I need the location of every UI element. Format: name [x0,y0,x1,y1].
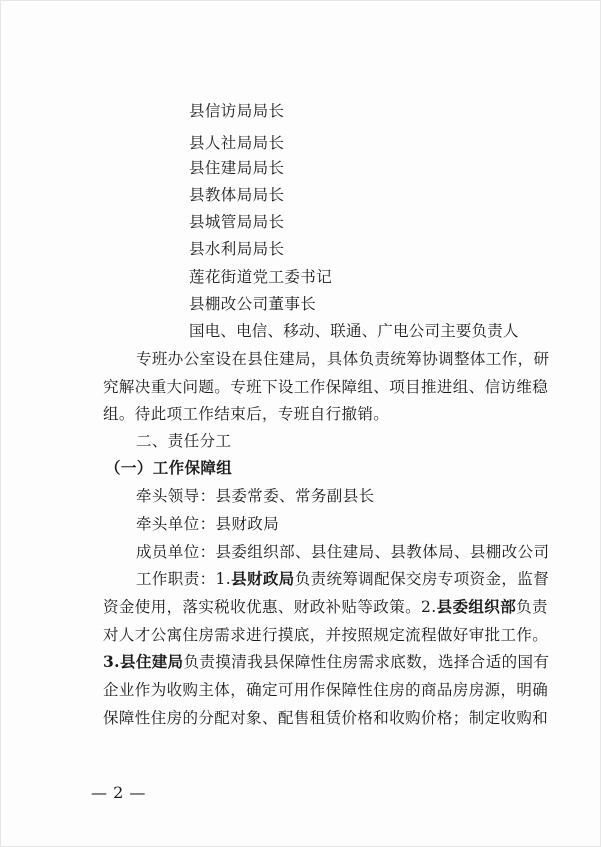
duties-text: 负责 [516,598,548,616]
duties-line [103,597,548,617]
duty-unit-housing: 县住建局 [119,652,184,671]
member-line: 县信访局局长 [189,102,285,120]
duties-text: 资金使用，落实税收优惠、财政补贴等政策。2. [103,598,437,616]
duties-line: 对人才公寓住房需求进行摸底，并按照规定流程做好审批工作。 [103,626,549,644]
duties-text: 负责统筹调配保交房专项资金，监督 [294,570,550,588]
office-paragraph-line: 究解决重大问题。专班下设工作保障组、项目推进组、信访维稳 [103,378,549,396]
member-line: 县住建局局长 [189,159,285,177]
page-number: — 2 — [91,783,146,802]
member-line: 县棚改公司董事长 [189,295,317,313]
member-units-line: 成员单位：县委组织部、县住建局、县教体局、县棚改公司 [136,543,550,561]
duties-line [103,652,549,672]
group-heading: （一）工作保障组 [105,458,233,477]
duty-number: 3. [103,652,120,671]
office-paragraph-line: 组。待此项工作结束后，专班自行撤销。 [103,405,390,423]
duties-text: 负责摸清我县保障性住房需求底数，选择合适的国有 [183,653,550,671]
duties-line [136,569,549,589]
duty-unit-organization: 县委组织部 [436,597,517,616]
section-heading: 二、责任分工 [136,432,232,450]
member-line: 国电、电信、移动、联通、广电公司主要负责人 [189,322,519,340]
lead-unit-line: 牵头单位：县财政局 [136,515,280,533]
member-line: 县城管局局长 [189,213,285,231]
duties-prefix: 工作职责：1. [136,570,232,588]
member-line: 县人社局局长 [189,134,285,152]
duties-line: 保障性住房的分配对象、配售租赁价格和收购价格；制定收购和 [103,709,549,727]
office-paragraph-line: 专班办公室设在县住建局，具体负责统筹协调整体工作，研 [136,350,550,368]
duty-unit-finance: 县财政局 [231,569,295,588]
lead-leader-line: 牵头领导：县委常委、常务副县长 [136,487,375,505]
duties-line: 企业作为收购主体，确定可用作保障性住房的商品房房源，明确 [103,681,549,699]
member-line: 县水利局局长 [189,240,285,258]
member-line: 莲花街道党工委书记 [189,268,333,286]
member-line: 县教体局局长 [189,186,285,204]
